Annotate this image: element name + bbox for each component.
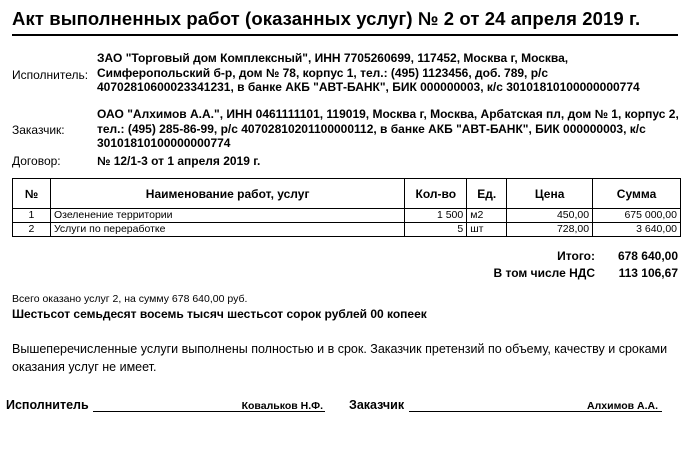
column-header-qty: Кол-во: [405, 179, 467, 209]
cell-sum: 675 000,00: [593, 209, 681, 223]
cell-num: 1: [13, 209, 51, 223]
executor-line: Симферопольский б-р, дом № 78, корпус 1, тел.: (495) 1123456, доб. 789, р/с: [97, 65, 549, 80]
cell-name: Озеленение территории: [50, 209, 404, 223]
table-row: [13, 223, 681, 237]
customer-signer-name: Алхимов А.А.: [587, 400, 658, 412]
amount-in-words: Шестьсот семьдесят восемь тысяч шестьсот сорок рублей 00 копеек: [12, 307, 427, 321]
column-header-name: Наименование работ, услуг: [50, 179, 404, 209]
cell-price: 728,00: [507, 223, 593, 237]
completion-note: Вышеперечисленные услуги выполнены полностью и в срок. Заказчик претензий по объему, качеству и сроками оказания услуг не имеет.: [12, 342, 668, 374]
cell-price: 450,00: [507, 209, 593, 223]
cell-unit: шт: [467, 223, 507, 237]
contract-label: Договор:: [12, 154, 61, 168]
customer-signature-label: Заказчик: [349, 398, 405, 412]
column-header-unit: Ед.: [467, 179, 507, 209]
cell-qty: 1 500: [405, 209, 467, 223]
vat-value: 113 106,67: [618, 266, 678, 280]
executor-line: ЗАО "Торговый дом Комплексный", ИНН 7705260699, 117452, Москва г, Москва,: [97, 51, 569, 65]
table-header-row: [13, 179, 681, 209]
executor-label: Исполнитель:: [12, 68, 89, 82]
cell-name: Услуги по переработке: [50, 223, 404, 237]
customer-line: тел.: (495) 285-86-99, р/с 40702810201100000112, в банке АКБ "АВТ-БАНК", БИК 000000003, к/с: [97, 121, 646, 136]
customer-details: [97, 107, 687, 151]
table-row: [13, 209, 681, 223]
contract-value: № 12/1-3 от 1 апреля 2019 г.: [97, 154, 261, 168]
executor-signature-label: Исполнитель: [6, 398, 89, 412]
cell-qty: 5: [405, 223, 467, 237]
document-title: Акт выполненных работ (оказанных услуг) № 2 от 24 апреля 2019 г.: [12, 8, 641, 29]
customer-label: Заказчик:: [12, 123, 65, 137]
total-label: Итого:: [557, 249, 595, 263]
services-count-line: Всего оказано услуг 2, на сумму 678 640,00 руб.: [12, 293, 248, 305]
executor-line: 40702810600023341231, в банке АКБ "АВТ-БАНК", БИК 000000003, к/с 30101810100000000774: [97, 80, 640, 94]
column-header-sum: Сумма: [593, 179, 681, 209]
vat-label: В том числе НДС: [493, 266, 595, 280]
total-value: 678 640,00: [617, 249, 678, 263]
column-header-price: Цена: [507, 179, 593, 209]
executor-signer-name: Ковальков Н.Ф.: [241, 400, 323, 412]
cell-num: 2: [13, 223, 51, 237]
column-header-num: №: [13, 179, 51, 209]
title-divider: [12, 34, 678, 36]
customer-line: ОАО "Алхимов А.А.", ИНН 0461111101, 119019, Москва г, Москва, Арбатская пл, дом № 1, корпус 2,: [97, 107, 679, 121]
services-table: [12, 178, 681, 237]
executor-details: [97, 51, 677, 95]
customer-line: 30101810100000000774: [97, 136, 231, 150]
cell-sum: 3 640,00: [593, 223, 681, 237]
cell-unit: м2: [467, 209, 507, 223]
